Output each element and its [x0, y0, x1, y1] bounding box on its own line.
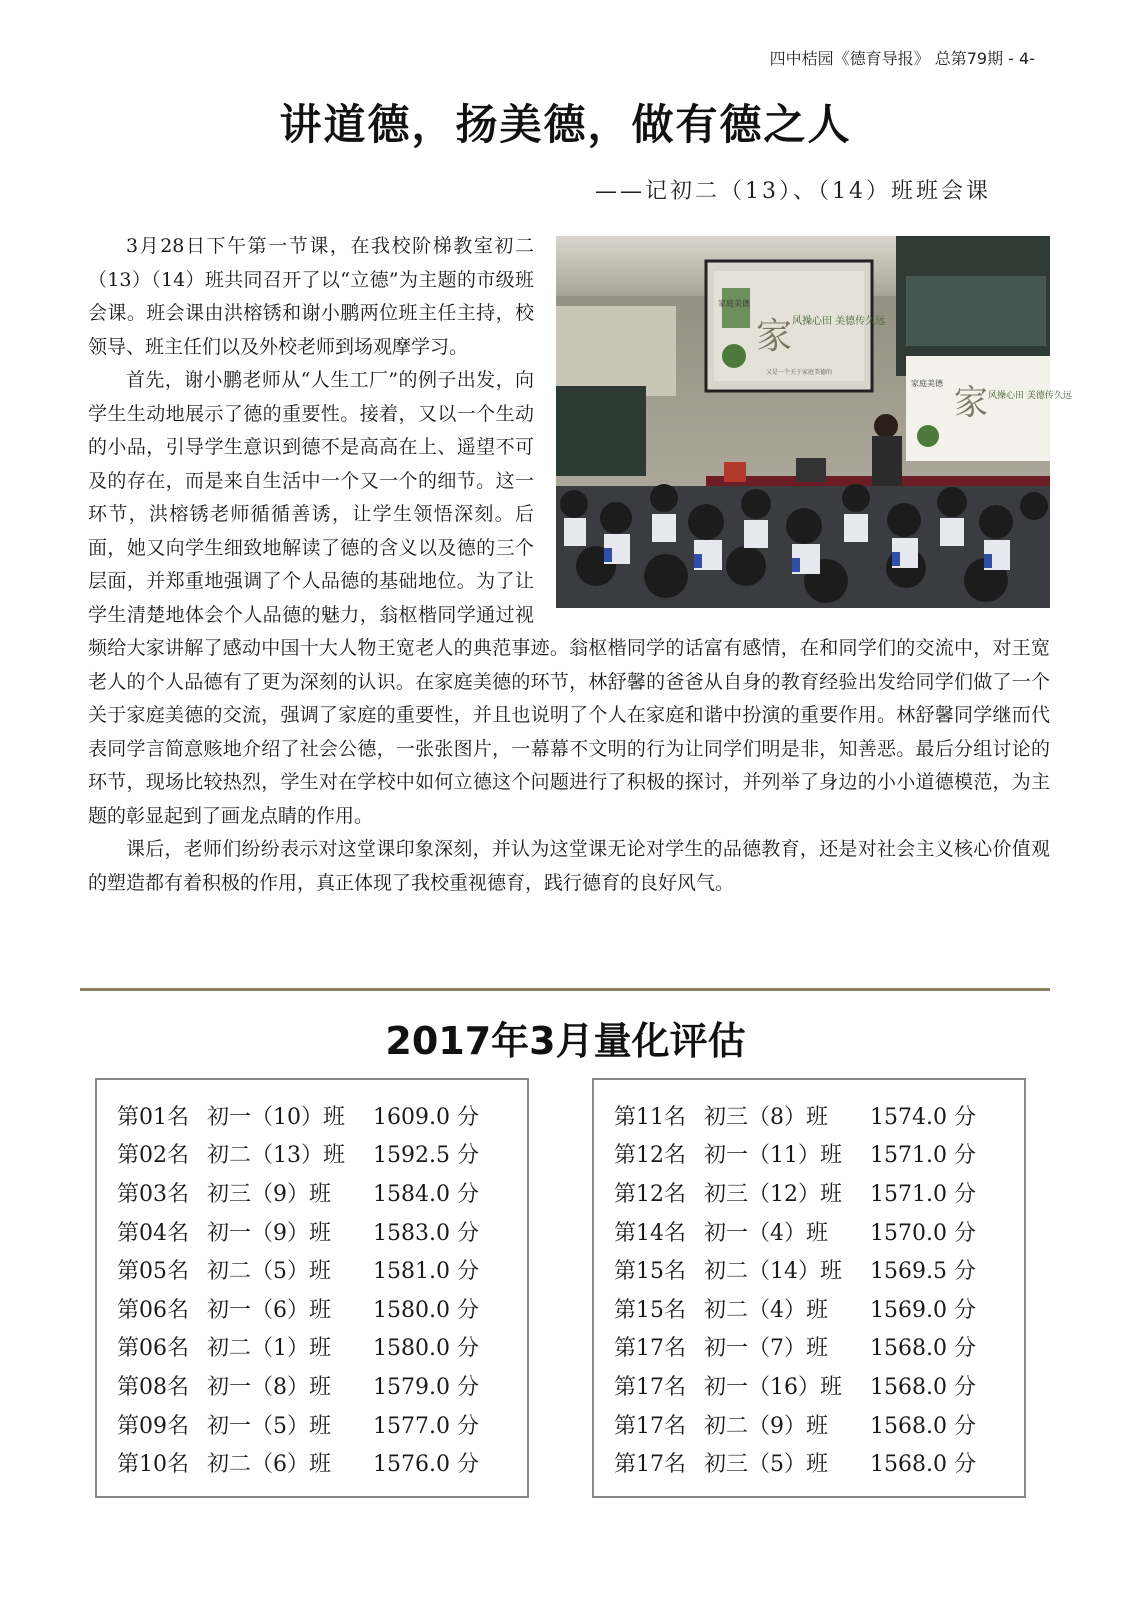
ranking-title: 2017年3月量化评估 [385, 1019, 746, 1063]
score: 1568.0 分 [870, 1413, 976, 1439]
rank: 第14名 [614, 1220, 686, 1246]
class-name: 初一（11）班 [704, 1143, 842, 1169]
slide-caption: 又是一个关于家庭美德的 [766, 369, 833, 376]
score: 1583.0 分 [373, 1220, 479, 1246]
ranking-row [614, 1366, 1024, 1405]
classroom-photo-illustration [556, 236, 1072, 608]
score: 1571.0 分 [870, 1143, 976, 1169]
rank: 第01名 [117, 1104, 189, 1130]
slide-char-right: 家 [954, 383, 988, 423]
article-subtitle: ——记初二（13）、（14）班班会课 [595, 179, 991, 204]
ranking-row [117, 1173, 527, 1212]
ranking-row [117, 1250, 527, 1289]
rank: 第02名 [117, 1143, 189, 1169]
ranking-row [117, 1328, 527, 1367]
score: 1580.0 分 [373, 1336, 479, 1362]
ranking-row [117, 1135, 527, 1174]
classroom-photo [556, 236, 1072, 608]
rank: 第05名 [117, 1259, 189, 1285]
rank: 第10名 [117, 1452, 189, 1478]
score: 1581.0 分 [373, 1259, 479, 1285]
score: 1609.0 分 [373, 1104, 479, 1130]
class-name: 初一（4）班 [704, 1220, 828, 1246]
ranking-row [117, 1096, 527, 1135]
rank: 第15名 [614, 1297, 686, 1323]
score: 1574.0 分 [870, 1104, 976, 1130]
class-name: 初二（6）班 [207, 1452, 331, 1478]
article-paragraph: 3月28日下午第一节课，在我校阶梯教室初二（13）（14）班共同召开了以“立德”为主题的市级班会课。班会课由洪榕锈和谢小鹏两位班主任主持，校领导、班主任们以及外校老师到场观摩学习。 [88, 235, 534, 358]
rank: 第04名 [117, 1220, 189, 1246]
class-name: 初二（14）班 [704, 1259, 842, 1285]
ranking-row [117, 1289, 527, 1328]
article-paragraph: 课后，老师们纷纷表示对这堂课印象深刻，并认为这堂课无论对学生的品德教育，还是对社会主义核心价值观的塑造都有着积极的作用，真正体现了我校重视德育，践行德育的良好风气。 [88, 838, 1050, 894]
class-name: 初二（5）班 [207, 1259, 331, 1285]
score: 1592.5 分 [373, 1143, 479, 1169]
class-name: 初三（9）班 [207, 1181, 331, 1207]
slide-char-left: 家 [756, 316, 793, 357]
rank: 第06名 [117, 1297, 189, 1323]
article-title: 讲道德，扬美德，做有德之人 [279, 100, 852, 149]
class-name: 初一（5）班 [207, 1413, 331, 1439]
class-name: 初一（7）班 [704, 1336, 828, 1362]
score: 1577.0 分 [373, 1413, 479, 1439]
class-name: 初二（4）班 [704, 1297, 828, 1323]
score: 1584.0 分 [373, 1181, 479, 1207]
class-name: 初二（13）班 [207, 1143, 345, 1169]
class-name: 初二（9）班 [704, 1413, 828, 1439]
class-name: 初一（8）班 [207, 1374, 331, 1400]
score: 1569.0 分 [870, 1297, 976, 1323]
ranking-row [117, 1366, 527, 1405]
class-name: 初二（1）班 [207, 1336, 331, 1362]
slide-text-left: 风操心田 美德传久远 [792, 316, 886, 327]
rank: 第17名 [614, 1374, 686, 1400]
section-divider [80, 988, 1050, 991]
score: 1568.0 分 [870, 1336, 976, 1362]
ranking-row [614, 1405, 1024, 1444]
ranking-row [614, 1250, 1024, 1289]
score: 1570.0 分 [870, 1220, 976, 1246]
class-name: 初一（9）班 [207, 1220, 331, 1246]
ranking-box-left [95, 1078, 529, 1498]
class-name: 初三（8）班 [704, 1104, 828, 1130]
rank: 第08名 [117, 1374, 189, 1400]
rank: 第17名 [614, 1452, 686, 1478]
ranking-row [614, 1328, 1024, 1367]
class-name: 初一（6）班 [207, 1297, 331, 1323]
ranking-row [614, 1443, 1024, 1482]
rank: 第17名 [614, 1413, 686, 1439]
ranking-row [117, 1443, 527, 1482]
score: 1568.0 分 [870, 1374, 976, 1400]
score: 1569.5 分 [870, 1259, 976, 1285]
article-paragraph: 首先，谢小鹏老师从“人生工厂”的例子出发，向学生生动地展示了德的重要性。接着，又以一个生动的小品，引导学生意识到德不是高高在上、遥望不可及的存在，而是来自生活中一个又一个的细节。这一环节，洪榕锈老师循循善诱，让学生领悟深刻。后面，她又向学生细致地解读了德的含义以及德的三个层面，并郑重地强调了个人品德的基础地位。为了让学生清楚地体会个人品德的魅力，翁枢楷同学通过视频给大家讲解了感动中国十大人物王宽老人的典范事迹。翁枢楷同学的话富有感情，在和同学们的交流中，对王宽老人的个人品德有了更为深刻的认识。在家庭美德的环节，林舒馨的爸爸从自身的教育经验出发给同学们做了一个关于家庭美德的交流，强调了家庭的重要性，并且也说明了个人在家庭和谐中扮演的重要作用。林舒馨同学继而代表同学言简意赅地介绍了社会公德，一张张图片，一幕幕不文明的行为让同学们明是非，知善恶。最后分组讨论的环节，现场比较热烈，学生对在学校中如何立德这个问题进行了积极的探讨，并列举了身边的小小道德模范，为主题的彰显起到了画龙点睛的作用。 [88, 369, 1050, 827]
rank: 第11名 [614, 1104, 686, 1130]
rank: 第06名 [117, 1336, 189, 1362]
ranking-row [614, 1096, 1024, 1135]
ranking-row [614, 1173, 1024, 1212]
ranking-row [614, 1135, 1024, 1174]
ranking-row [614, 1212, 1024, 1251]
page-header: 四中桔园《德育导报》 总第79期 - 4- [769, 49, 1035, 68]
ranking-row [117, 1212, 527, 1251]
score: 1571.0 分 [870, 1181, 976, 1207]
score: 1580.0 分 [373, 1297, 479, 1323]
slide-side-left: 家庭美德 [718, 299, 750, 308]
class-name: 初三（5）班 [704, 1452, 828, 1478]
class-name: 初三（12）班 [704, 1181, 842, 1207]
score: 1579.0 分 [373, 1374, 479, 1400]
score: 1568.0 分 [870, 1452, 976, 1478]
rank: 第17名 [614, 1336, 686, 1362]
slide-text-right: 风操心田 美德传久远 [988, 391, 1072, 401]
score: 1576.0 分 [373, 1452, 479, 1478]
ranking-row [614, 1289, 1024, 1328]
slide-side-right: 家庭美德 [911, 379, 943, 388]
ranking-row [117, 1405, 527, 1444]
rank: 第15名 [614, 1259, 686, 1285]
class-name: 初一（16）班 [704, 1374, 842, 1400]
rank: 第03名 [117, 1181, 189, 1207]
rank: 第12名 [614, 1181, 686, 1207]
rank: 第12名 [614, 1143, 686, 1169]
article-body [88, 230, 1072, 900]
ranking-box-right [592, 1078, 1026, 1498]
rank: 第09名 [117, 1413, 189, 1439]
class-name: 初一（10）班 [207, 1104, 345, 1130]
